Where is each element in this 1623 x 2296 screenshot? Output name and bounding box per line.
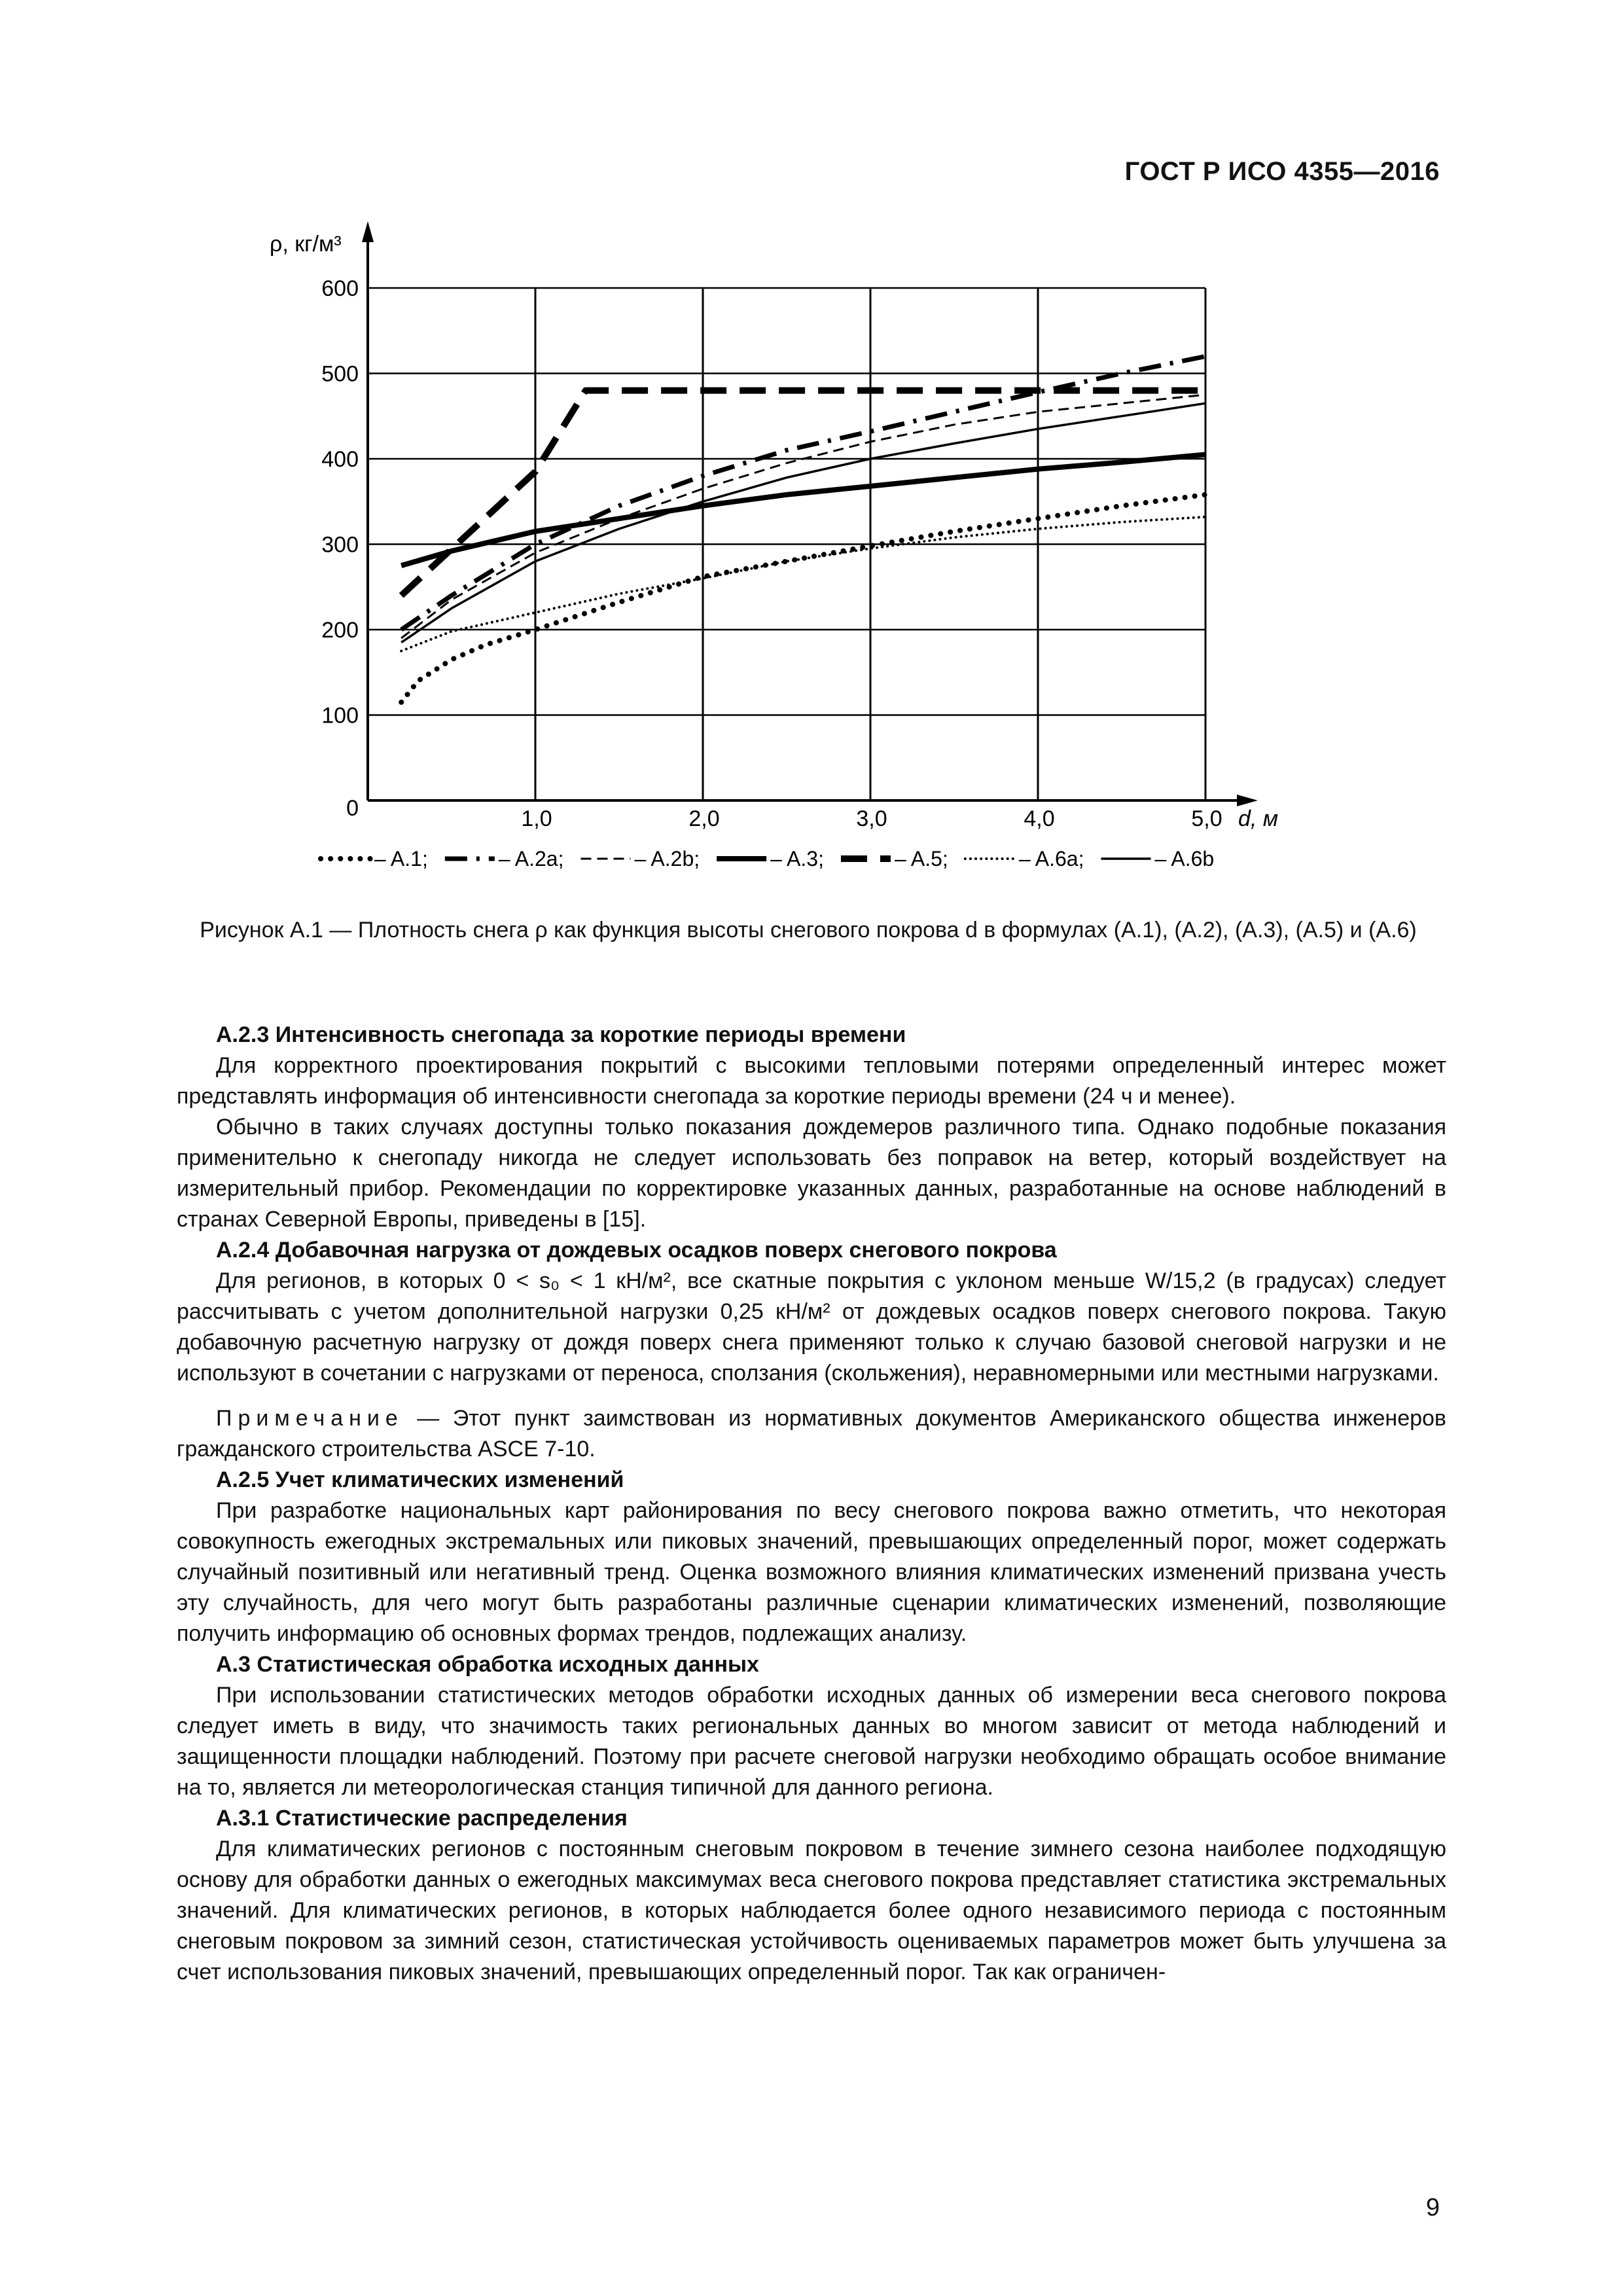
figure-caption: Рисунок А.1 — Плотность снега ρ как функция высоты снегового покрова d в формулах (А.1), (А.2), (А.3), (А.5) и (А.6) [200,918,1417,942]
chart-axes [362,221,1258,806]
y-tick-label: 600 [321,276,359,301]
legend-label-a6a: – A.6a; [1018,847,1084,870]
legend-label-a5: – A.5; [894,847,948,870]
body-text [177,1020,1446,1988]
chart-labels [270,232,1278,831]
note-label: Примечание [216,1406,404,1431]
paragraph: Для климатических регионов с постоянным снеговым покровом в течение зимнего сезона наиболее подходящую основу для обработки данных о ежегодных максимумах веса снегового покрова представляет статистика экстремальных значений. Для климатических регионов, в которых наблюдается более одного независимого периода с постоянным снеговым покровом за зимний сезон, статистическая устойчивость оцениваемых параметров может быть улучшена за счет использования пиковых значений, превышающих определенный порог. Так как ограничен- [177,1837,1446,1984]
paragraph: Обычно в таких случаях доступны только показания дождемеров различного типа. Однако подобные показания применительно к снегопаду никогда не следует использовать без поправок на ветер, который воздействует на измерительный прибор. Рекомендации по корректировке указанных данных, разработанные на основе наблюдений в странах Северной Европы, приведены в [15]. [177,1115,1446,1232]
x-tick-label: 3,0 [856,806,887,831]
document-code: ГОСТ Р ИСО 4355—2016 [1124,157,1440,186]
series-line-a1 [401,495,1205,702]
y-tick-label: 100 [321,703,359,728]
zero-tick-label: 0 [346,796,359,821]
y-axis-arrow [362,221,374,242]
section-heading-a25: А.2.5 Учет климатических изменений [216,1467,624,1492]
section-heading-a31: А.3.1 Статистические распределения [216,1806,628,1831]
legend-label-a2b: – A.2b; [634,847,700,870]
x-axis-label: d, м [1238,806,1279,831]
chart-grid [368,288,1205,800]
density-chart [0,0,1623,910]
y-tick-label: 400 [321,447,359,472]
chart-legend [321,847,1214,870]
x-tick-label: 5,0 [1191,806,1222,831]
note-paragraph [177,1403,1446,1465]
legend-label-a1: – A.1; [374,847,428,870]
section-heading-a3: А.3 Статистическая обработка исходных данных [216,1652,759,1677]
paragraph: При разработке национальных карт районирования по весу снегового покрова важно отметить, что некоторая совокупность ежегодных экстремальных или пиковых значений, превышающих определенный порог, может содержать случайный позитивный или негативный тренд. Оценка возможного влияния климатических изменений призвана учесть эту случайность, для чего могут быть разработаны различные сценарии климатических изменений, позволяющие получить информацию об основных формах трендов, подлежащих анализу. [177,1498,1446,1646]
legend-label-a3: – A.3; [770,847,824,870]
x-tick-label: 2,0 [688,806,720,831]
chart-series [401,356,1205,702]
note-text: — Этот пункт заимствован из нормативных документов Американского общества инженеров гражданского строительства ASCE 7-10. [177,1406,1446,1462]
y-tick-label: 300 [321,532,359,558]
x-tick-label: 4,0 [1024,806,1055,831]
y-tick-label: 500 [321,361,359,387]
y-tick-label: 200 [321,618,359,643]
section-heading-a23: А.2.3 Интенсивность снегопада за короткие периоды времени [216,1022,906,1047]
y-axis-label: ρ, кг/м³ [270,232,342,257]
paragraph: Для корректного проектирования покрытий с высокими тепловыми потерями определенный интерес может представлять информация об интенсивности снегопада за короткие периоды времени (24 ч и менее). [177,1053,1446,1109]
x-axis-arrow [1237,795,1258,806]
legend-label-a2a: – A.2a; [498,847,564,870]
paragraph: Для регионов, в которых 0 < s₀ < 1 кН/м², все скатные покрытия с уклоном меньше W/15,2 (в градусах) следует рассчитывать с учетом дополнительной нагрузки 0,25 кН/м² от дождевых осадков поверх снегового покрова. Такую добавочную расчетную нагрузку от дождя поверх снега применяют только к случаю базовой снеговой нагрузки и не используют в сочетании с нагрузками от переноса, сползания (скольжения), неравномерными или местными нагрузками. [177,1268,1446,1386]
page-number: 9 [1425,2194,1440,2221]
legend-label-a6b: – A.6b [1154,847,1215,870]
paragraph: При использовании статистических методов обработки исходных данных об измерении веса снегового покрова следует иметь в виду, что значимость таких региональных данных во многом зависит от метода наблюдений и защищенности площадки наблюдений. Поэтому при расчете снеговой нагрузки необходимо обращать особое внимание на то, является ли метеорологическая станция типичной для данного региона. [177,1683,1446,1800]
x-tick-label: 1,0 [521,806,552,831]
series-line-a6b [401,403,1205,642]
series-line-a2b [401,395,1205,638]
section-heading-a24: А.2.4 Добавочная нагрузка от дождевых осадков поверх снегового покрова [216,1238,1057,1263]
